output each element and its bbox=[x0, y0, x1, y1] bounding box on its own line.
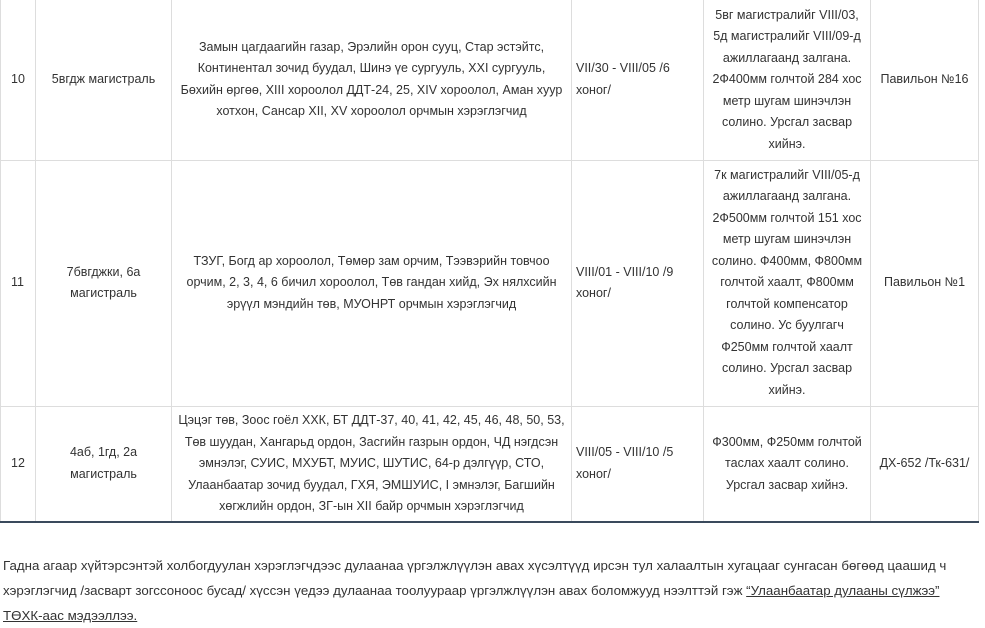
outage-period: VIII/01 - VIII/10 /9 хоног/ bbox=[572, 160, 704, 406]
repair-work: Ф300мм, Ф250мм голчтой таслах хаалт солино. Урсгал засвар хийнэ. bbox=[704, 406, 871, 522]
work-location: Павильон №16 bbox=[871, 0, 979, 160]
outage-period: VIII/05 - VIII/10 /5 хоног/ bbox=[572, 406, 704, 522]
announcement-note bbox=[3, 553, 981, 628]
row-number: 11 bbox=[1, 160, 36, 406]
table-row bbox=[1, 406, 979, 522]
affected-consumers: Замын цагдаагийн газар, Эрэлийн орон сууц, Стар эстэйтс, Континентал зочид буудал, Шинэ үе сургууль, XXI сургууль, Бөхийн өргөө, XIII хороолол ДДТ-24, 25, XIV хороолол, Аман хуур хотхон, Сансар XII, XV хороолол орчмын хэрэглэгчид bbox=[172, 0, 572, 160]
pipeline-name: 4аб, 1гд, 2а магистраль bbox=[36, 406, 172, 522]
note-text: Гадна агаар хүйтэрсэнтэй холбогдуулан хэрэглэгчдээс дулаанаа үргэлжлүүлэн авах хүсэлтүүд ирсэн тул халаалтын хугацааг сунгасан бөгөөд цаашид ч хэрэглэгчид /засварт зогссоноос бусад/ хүссэн үедээ дулаанаа тоолуураар үргэлжлүүлэн авах боломжууд нээлттэй гэж bbox=[3, 558, 947, 599]
outage-period: VII/30 - VIII/05 /6 хоног/ bbox=[572, 0, 704, 160]
source-link[interactable]: “Улаанбаатар дулааны сүлжээ” ТӨХК-аас мэдээллээ. bbox=[3, 583, 940, 624]
pipeline-name: 5вгдж магистраль bbox=[36, 0, 172, 160]
work-location: Павильон №1 bbox=[871, 160, 979, 406]
table-row bbox=[1, 160, 979, 406]
affected-consumers: ТЗУГ, Богд ар хороолол, Төмөр зам орчим, Тээвэрийн товчоо орчим, 2, 3, 4, 6 бичил хороолол, Төв гандан хийд, Эх нялхсийн эрүүл мэндийн төв, МУОНРТ орчмын хэрэглэгчид bbox=[172, 160, 572, 406]
row-number: 12 bbox=[1, 406, 36, 522]
affected-consumers: Цэцэг төв, Зоос гоёл ХХК, БТ ДДТ-37, 40, 41, 42, 45, 46, 48, 50, 53, Төв шуудан, Хангарьд ордон, Засгийн газрын ордон, ЧД нэгдсэн эмнэлэг, СУИС, МХУБТ, МУИС, ШУТИС, 64-р дэлгүүр, СТО, Улаанбаатар зочид буудал, ГХЯ, ЭМШУИС, I эмнэлэг, Багшийн хөгжлийн ордон, ЗГ-ын XII байр орчмын хэрэглэгчид bbox=[172, 406, 572, 522]
pipeline-name: 7бвгджки, 6а магистраль bbox=[36, 160, 172, 406]
table-row bbox=[1, 0, 979, 160]
row-number: 10 bbox=[1, 0, 36, 160]
repair-work: 5вг магистралийг VIII/03, 5д магистралийг VIII/09-д ажиллагаанд залгана. 2Ф400мм голчтой 284 хос метр шугам шинэчлэн солино. Урсгал засвар хийнэ. bbox=[704, 0, 871, 160]
work-location: ДХ-652 /Тк-631/ bbox=[871, 406, 979, 522]
repair-work: 7к магистралийг VIII/05-д ажиллагаанд залгана. 2Ф500мм голчтой 151 хос метр шугам шинэчлэн солино. Ф400мм, Ф800мм голчтой хаалт, Ф800мм голчтой компенсатор солино. Ус буулгагч Ф250мм голчтой хаалт солино. Урсгал засвар хийнэ. bbox=[704, 160, 871, 406]
